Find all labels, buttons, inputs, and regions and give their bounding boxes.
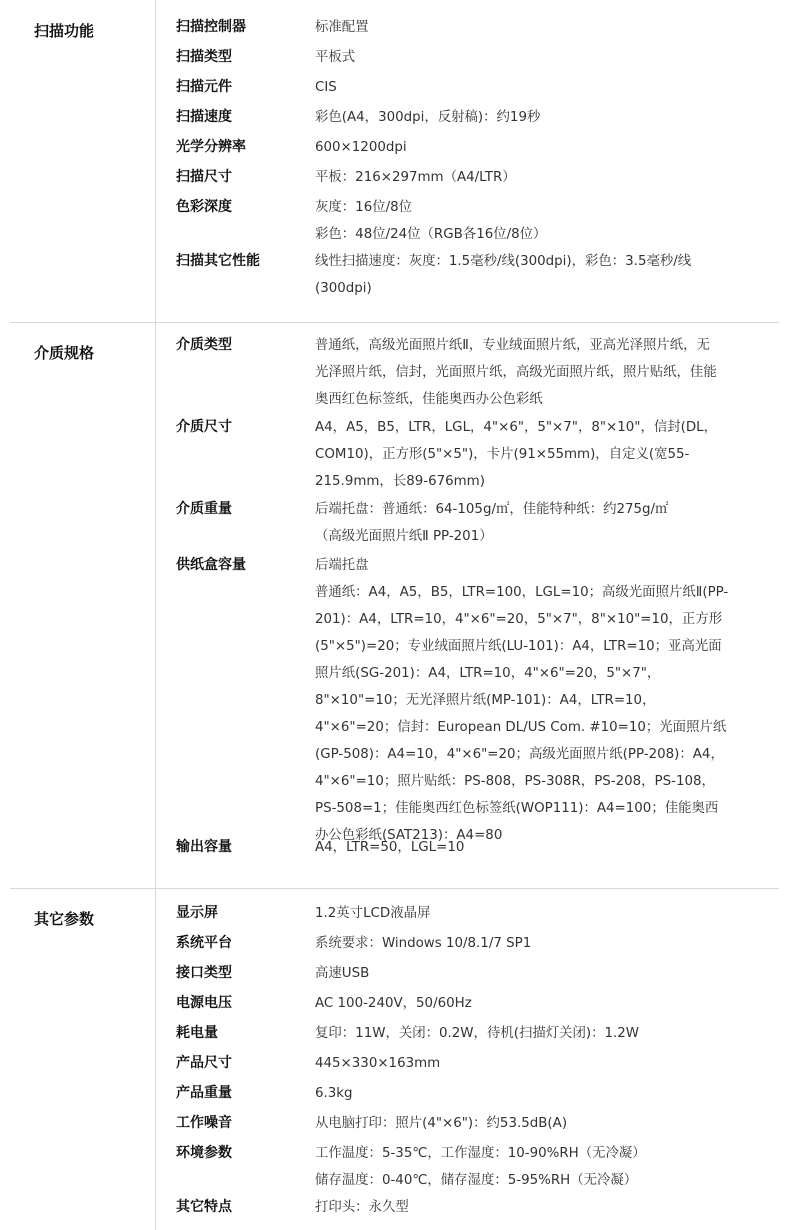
section-title: 介质规格 [34, 344, 95, 362]
spec-value [315, 248, 765, 302]
spec-value-line: 8"×10"=10；无光泽照片纸(MP-101)：A4，LTR=10， [315, 693, 656, 708]
spec-label: 接口类型 [176, 965, 232, 981]
section-title: 其它参数 [34, 910, 95, 928]
spec-label: 产品尺寸 [176, 1055, 232, 1071]
spec-value-line: 215.9mm，长89-676mm) [315, 474, 485, 489]
spec-value-line: 照片纸(SG-201)：A4，LTR=10，4"×6"=20，5"×7"， [315, 666, 661, 681]
spec-value-line: 4"×6"=10；照片贴纸：PS-808，PS-308R，PS-208，PS-108， [315, 774, 715, 789]
spec-label: 扫描元件 [176, 79, 232, 95]
spec-label: 扫描控制器 [176, 19, 246, 35]
spec-value [315, 990, 765, 1017]
spec-value-line: （高级光面照片纸Ⅱ PP-201） [315, 529, 493, 544]
spec-value-line: 普通纸，高级光面照片纸Ⅱ，专业绒面照片纸，亚高光泽照片纸，无 [315, 338, 710, 353]
spec-value [315, 194, 765, 248]
spec-label: 扫描速度 [176, 109, 232, 125]
spec-value-line: 光泽照片纸，信封，光面照片纸，高级光面照片纸，照片贴纸，佳能 [315, 365, 717, 380]
spec-value [315, 552, 765, 849]
spec-value [315, 930, 765, 957]
spec-value-line: 普通纸：A4，A5，B5，LTR=100，LGL=10；高级光面照片纸Ⅱ(PP- [315, 585, 729, 600]
spec-value [315, 1194, 765, 1221]
spec-value-line: 打印头：永久型 [315, 1200, 409, 1215]
section-title: 扫描功能 [34, 22, 95, 40]
spec-value [315, 14, 765, 41]
spec-label: 扫描类型 [176, 49, 232, 65]
spec-value [315, 1080, 765, 1107]
spec-value [315, 900, 765, 927]
spec-label: 介质尺寸 [176, 419, 232, 435]
spec-value [315, 134, 765, 161]
spec-value-line: 高速USB [315, 966, 370, 981]
spec-value-line: PS-508=1；佳能奥西红色标签纸(WOP111)：A4=100；佳能奥西 [315, 801, 719, 816]
spec-label: 供纸盒容量 [176, 557, 246, 573]
spec-value-line: 彩色：48位/24位（RGB各16位/8位） [315, 227, 547, 242]
spec-value-line: 后端托盘 [315, 558, 369, 573]
spec-value [315, 1020, 765, 1047]
spec-value-line: 复印：11W，关闭：0.2W，待机(扫描灯关闭)：1.2W [315, 1026, 640, 1041]
spec-value-line: 储存温度：0-40℃，储存湿度：5-95%RH（无冷凝） [315, 1173, 638, 1188]
spec-value-line: AC 100-240V，50/60Hz [315, 996, 472, 1011]
spec-label: 光学分辨率 [176, 139, 246, 155]
spec-label: 介质类型 [176, 337, 232, 353]
spec-value-line: 600×1200dpi [315, 140, 407, 155]
spec-label: 输出容量 [176, 839, 232, 855]
spec-value [315, 1050, 765, 1077]
spec-value-line: 办公色彩纸(SAT213)：A4=80 [315, 828, 503, 843]
spec-label: 环境参数 [176, 1145, 232, 1161]
spec-section [10, 0, 779, 323]
spec-value [315, 1110, 765, 1137]
spec-value [315, 74, 765, 101]
spec-value-line: 灰度：16位/8位 [315, 200, 413, 215]
spec-value-line: COM10)，正方形(5"×5")，卡片(91×55mm)，自定义(宽55- [315, 447, 690, 462]
spec-value-line: 4"×6"=20；信封：European DL/US Com. #10=10；光面照片纸 [315, 720, 727, 735]
spec-value-line: 线性扫描速度：灰度：1.5毫秒/线(300dpi)，彩色：3.5毫秒/线 [315, 254, 692, 269]
spec-label: 扫描尺寸 [176, 169, 232, 185]
spec-value-line: 445×330×163mm [315, 1056, 441, 1071]
spec-value [315, 1140, 765, 1194]
spec-label: 介质重量 [176, 501, 232, 517]
spec-value-line: 后端托盘：普通纸：64-105g/㎡，佳能特种纸：约275g/㎡ [315, 502, 669, 517]
spec-value [315, 44, 765, 71]
spec-value-line: 平板：216×297mm（A4/LTR） [315, 170, 516, 185]
spec-label: 耗电量 [176, 1025, 218, 1041]
spec-value-line: A4，A5，B5，LTR，LGL，4"×6"，5"×7"，8"×10"，信封(DL， [315, 420, 718, 435]
spec-value [315, 960, 765, 987]
spec-value-line: 奥西红色标签纸，佳能奥西办公色彩纸 [315, 392, 543, 407]
spec-value-line: (GP-508)：A4=10，4"×6"=20；高级光面照片纸(PP-208)：A4， [315, 747, 724, 762]
spec-value-line: A4，LTR=50，LGL=10 [315, 840, 465, 855]
spec-label: 色彩深度 [176, 199, 232, 215]
spec-value-line: 201)：A4，LTR=10，4"×6"=20，5"×7"，8"×10"=10，正方形 [315, 612, 723, 627]
spec-label: 工作噪音 [176, 1115, 232, 1131]
spec-value-line: 标准配置 [315, 20, 369, 35]
spec-section [10, 888, 779, 1230]
spec-value-line: (5"×5")=20；专业绒面照片纸(LU-101)：A4，LTR=10；亚高光面 [315, 639, 722, 654]
spec-value [315, 164, 765, 191]
spec-value-line: 系统要求：Windows 10/8.1/7 SP1 [315, 936, 532, 951]
spec-label: 产品重量 [176, 1085, 232, 1101]
spec-value-line: 彩色(A4，300dpi，反射稿)：约19秒 [315, 110, 541, 125]
spec-label: 其它特点 [176, 1199, 232, 1215]
spec-value-line: (300dpi) [315, 281, 372, 296]
spec-value-line: 工作温度：5-35℃，工作湿度：10-90%RH（无冷凝） [315, 1146, 646, 1161]
spec-value-line: 平板式 [315, 50, 356, 65]
spec-value [315, 496, 765, 550]
spec-label: 系统平台 [176, 935, 232, 951]
spec-value-line: 1.2英寸LCD液晶屏 [315, 906, 431, 921]
spec-value [315, 414, 765, 495]
spec-value [315, 834, 765, 861]
spec-value [315, 104, 765, 131]
spec-table [10, 0, 779, 1230]
spec-label: 电源电压 [176, 995, 232, 1011]
spec-value-line: 6.3kg [315, 1086, 353, 1101]
spec-value-line: CIS [315, 80, 337, 95]
spec-value [315, 332, 765, 413]
spec-section [10, 322, 779, 889]
spec-label: 扫描其它性能 [176, 253, 260, 269]
spec-value-line: 从电脑打印：照片(4"×6")：约53.5dB(A) [315, 1116, 568, 1131]
spec-label: 显示屏 [176, 905, 218, 921]
